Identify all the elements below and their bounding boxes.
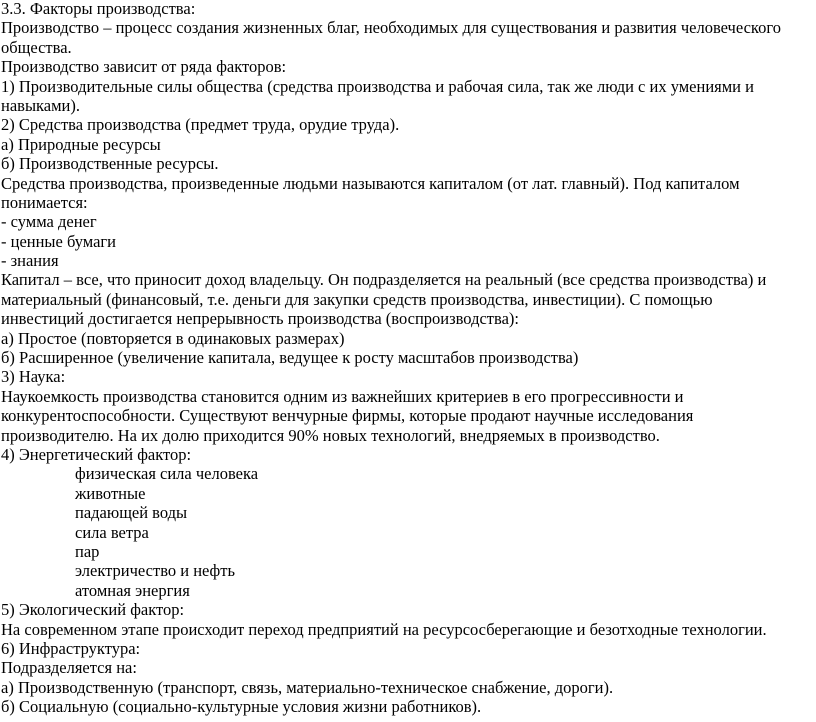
energy-list-item: физическая сила человека (75, 464, 259, 484)
list-item: - ценные бумаги (1, 231, 117, 251)
paragraph-line: Средства производства, произведенные людьми называются капиталом (от лат. главный). Под капиталом (1, 173, 740, 193)
paragraph-line: Подразделяется на: (1, 658, 137, 678)
paragraph-line: инвестиций достигается непрерывность производства (воспроизводства): (1, 309, 519, 329)
list-item: - знания (1, 251, 59, 271)
list-item: б) Производственные ресурсы. (1, 154, 219, 174)
energy-list-item: пар (75, 541, 100, 561)
paragraph-line: Наукоемкость производства становится одним из важнейших критериев в его прогрессивности и (1, 386, 684, 406)
list-item: - сумма денег (1, 212, 97, 232)
list-item: 4) Энергетический фактор: (1, 444, 192, 464)
document-page (1, 0, 813, 716)
paragraph-line: конкурентоспособности. Существуют венчурные фирмы, которые продают научные исследования (1, 406, 694, 426)
list-item: а) Производственную (транспорт, связь, материально-техническое снабжение, дороги). (1, 677, 614, 697)
paragraph-line: материальный (финансовый, т.е. деньги для закупки средств производства, инвестиции). С помощью (1, 289, 713, 309)
energy-list-item: атомная энергия (75, 580, 190, 600)
energy-list-item: животные (75, 483, 146, 503)
paragraph-line: Производство – процесс создания жизненных благ, необходимых для существования и развития человеческого (1, 18, 781, 38)
list-item: б) Расширенное (увеличение капитала, ведущее к росту масштабов производства) (1, 348, 579, 368)
list-item: 6) Инфраструктура: (1, 638, 141, 658)
list-item: а) Природные ресурсы (1, 134, 161, 154)
paragraph-line: производителю. На их долю приходится 90% новых технологий, внедряемых в производство. (1, 425, 660, 445)
list-item: б) Социальную (социально-культурные условия жизни работников). (1, 697, 482, 717)
section-heading: 3.3. Факторы производства: (1, 0, 196, 18)
paragraph-line: Капитал – все, что приносит доход владельцу. Он подразделяется на реальный (все средства производства) и (1, 270, 767, 290)
list-item: 1) Производительные силы общества (средства производства и рабочая сила, так же люди с их умениями и (1, 76, 754, 96)
list-item: 2) Средства производства (предмет труда, орудие труда). (1, 115, 400, 135)
list-item: а) Простое (повторяется в одинаковых размерах) (1, 328, 345, 348)
paragraph-line: Производство зависит от ряда факторов: (1, 57, 287, 77)
list-item: 5) Экологический фактор: (1, 600, 185, 620)
list-item: навыками). (1, 95, 81, 115)
energy-list-item: падающей воды (75, 503, 188, 523)
paragraph-line: На современном этапе происходит переход предприятий на ресурсосберегающие и безотходные технологии. (1, 619, 767, 639)
paragraph-line: понимается: (1, 192, 88, 212)
energy-list-item: электричество и нефть (75, 561, 235, 581)
paragraph-line: общества. (1, 37, 72, 57)
energy-list-item: сила ветра (75, 522, 149, 542)
list-item: 3) Наука: (1, 367, 66, 387)
